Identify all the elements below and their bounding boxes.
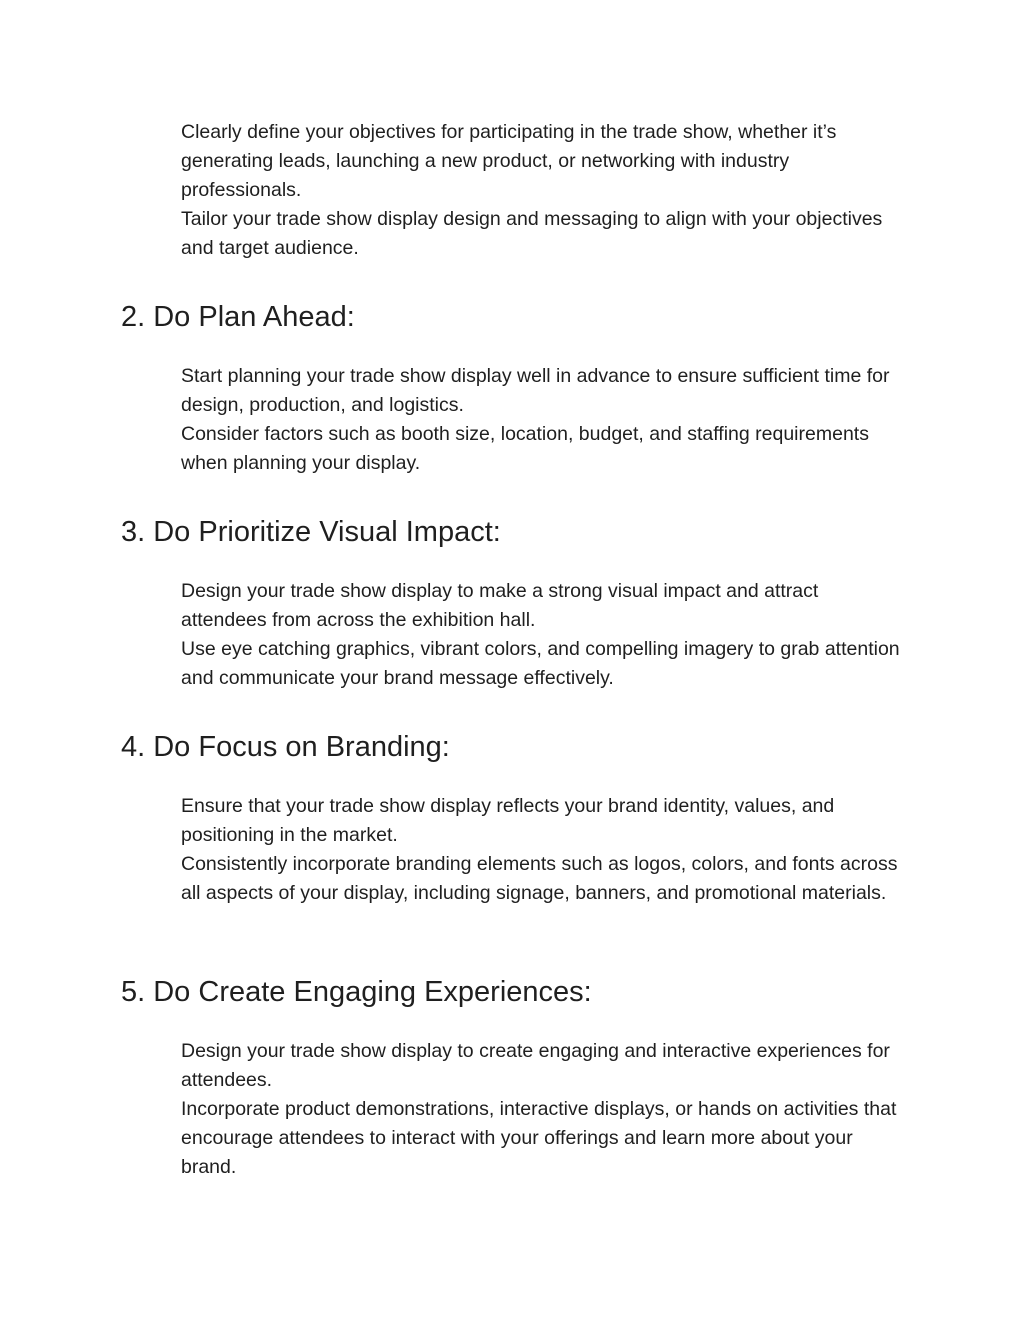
section-body [181, 577, 901, 693]
paragraph: Ensure that your trade show display reflects your brand identity, values, and positioning in the market. [181, 795, 835, 846]
intro-body [181, 118, 901, 263]
section-heading: 4. Do Focus on Branding: [121, 731, 450, 763]
paragraph: Start planning your trade show display well in advance to ensure sufficient time for design, production, and logistics. [181, 365, 890, 416]
paragraph: Consider factors such as booth size, location, budget, and staffing requirements when planning your display. [181, 423, 869, 474]
paragraph: Use eye catching graphics, vibrant colors, and compelling imagery to grab attention and communicate your brand message effectively. [181, 638, 900, 689]
paragraph: Tailor your trade show display design and messaging to align with your objectives and target audience. [181, 208, 883, 259]
section-body [181, 792, 901, 908]
section-heading: 3. Do Prioritize Visual Impact: [121, 516, 501, 548]
section-body [181, 362, 901, 478]
paragraph: Clearly define your objectives for participating in the trade show, whether it’s generating leads, launching a new product, or networking with industry professionals. [181, 121, 837, 201]
paragraph: Consistently incorporate branding elements such as logos, colors, and fonts across all aspects of your display, including signage, banners, and promotional materials. [181, 853, 898, 904]
paragraph: Design your trade show display to make a strong visual impact and attract attendees from across the exhibition hall. [181, 580, 819, 631]
section-heading: 5. Do Create Engaging Experiences: [121, 976, 592, 1008]
section-heading: 2. Do Plan Ahead: [121, 301, 355, 333]
section-body [181, 1037, 901, 1182]
paragraph: Incorporate product demonstrations, interactive displays, or hands on activities that encourage attendees to interact with your offerings and learn more about your brand. [181, 1098, 897, 1178]
paragraph: Design your trade show display to create engaging and interactive experiences for attendees. [181, 1040, 890, 1091]
